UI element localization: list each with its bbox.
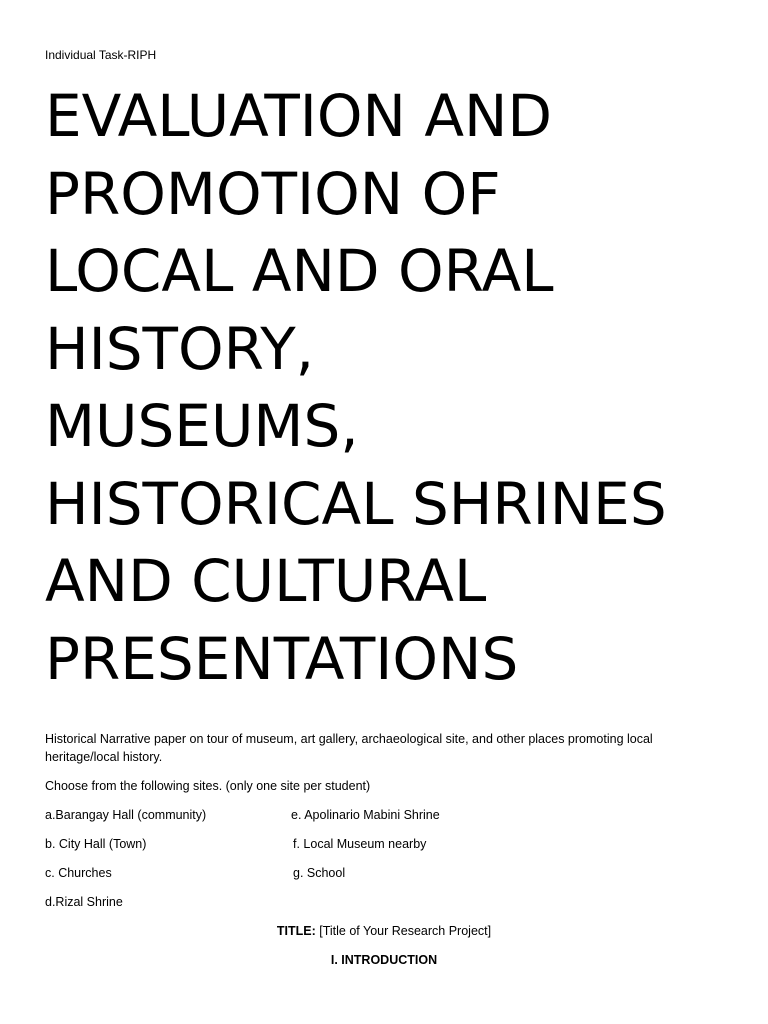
main-title	[45, 78, 745, 698]
site-option-school: g. School	[293, 866, 346, 880]
title-line: HISTORY,	[45, 314, 315, 383]
instruction-text: Choose from the following sites. (only one site per student)	[45, 779, 371, 793]
site-option-mabini-shrine: e. Apolinario Mabini Shrine	[291, 808, 440, 822]
site-option-local-museum: f. Local Museum nearby	[293, 837, 427, 851]
title-line: PRESENTATIONS	[45, 624, 519, 693]
title-line: LOCAL AND ORAL	[45, 237, 554, 305]
title-field-label: TITLE:	[276, 924, 316, 938]
title-line: MUSEUMS,	[45, 392, 359, 460]
title-line: AND CULTURAL	[45, 547, 487, 615]
title-line: HISTORICAL SHRINES	[45, 469, 667, 538]
site-option-rizal-shrine: d.Rizal Shrine	[45, 895, 123, 909]
title-line: EVALUATION AND	[45, 82, 553, 150]
title-line: PROMOTION OF	[45, 159, 501, 228]
title-field	[0, 923, 768, 939]
description-paragraph: Historical Narrative paper on tour of museum, art gallery, archaeological site, and other places promoting local heritage/local history.	[45, 732, 653, 764]
title-field-value: [Title of Your Research Project]	[315, 924, 492, 938]
site-option-city-hall: b. City Hall (Town)	[45, 837, 147, 851]
site-option-barangay-hall: a.Barangay Hall (community)	[45, 808, 207, 822]
site-option-churches: c. Churches	[45, 866, 112, 880]
section-heading-introduction: I. INTRODUCTION	[330, 953, 438, 967]
header-label: Individual Task-RIPH	[45, 48, 157, 62]
